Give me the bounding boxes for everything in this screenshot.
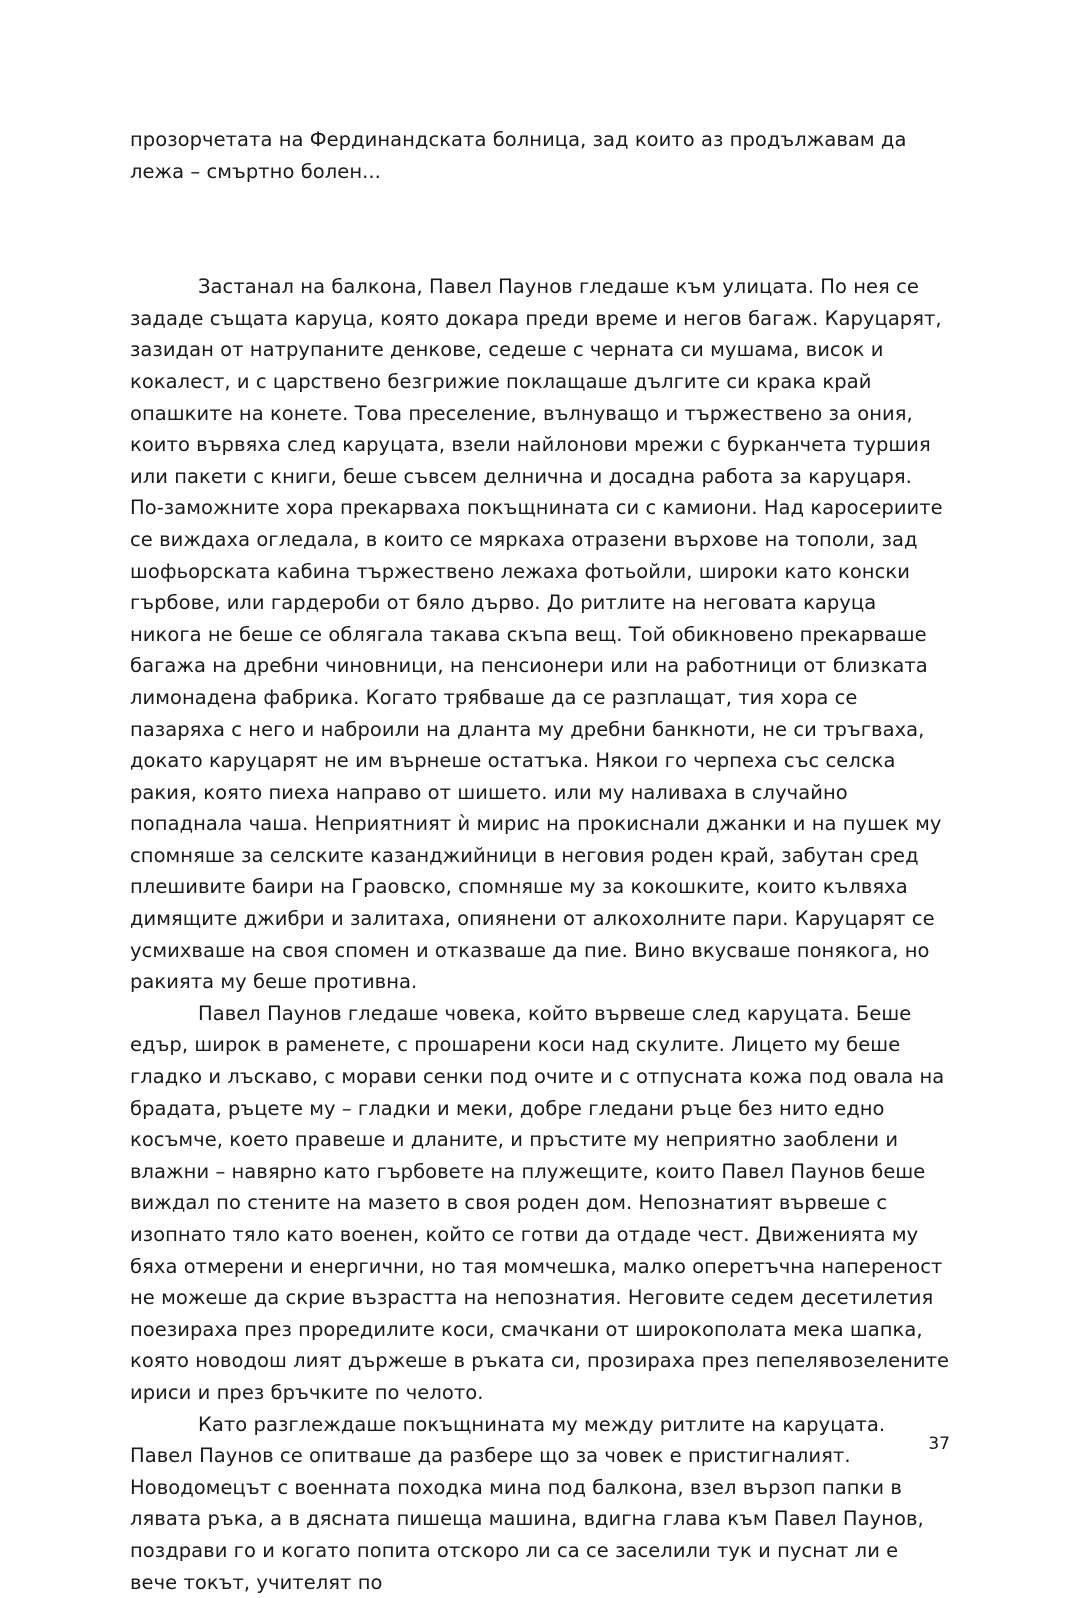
paragraph-1: Застанал на балкона, Павел Паунов гледаше към улицата. По нея се зададе същата каруца, която докара преди време и негов багаж. Каруцарят, зазидан от натрупаните денкове, седеше с черната си мушама, висок и кокалест, и с царствено безгрижие поклащаше дългите си крака край опашките на конете. Това преселение, вълнуващо и тържествено за ония, които вървяха след каруцата, взели найлонови мрежи с бурканчета туршия или пакети с книги, беше съвсем делнична и досадна работа за каруцаря. По-заможните хора прекарваха покъщнината си с камиони. Над каросериите се виждаха огледала, в които се мяркаха отразени върхове на тополи, зад шофьорската кабина тържествено лежаха фотьойли, широки като конски гърбове, или гардероби от бяло дърво. До ритлите на неговата каруца никога не беше се облягала такава скъпа вещ. Той обикновено прекарваше багажа на дребни чиновници, на пенсионери или на работници от близката лимонадена фабрика. Когато трябваше да се разплащат, тия хора се пазаряха с него и наброили на дланта му дребни банкноти, не си тръгваха, докато каруцарят не им върнеше остатъка. Някои го черпеха със селска ракия, която пиеха направо от шишето. или му наливаха в случайно попаднала чаша. Неприятният ѝ мирис на прокиснали джанки и на пушек му спомняше за селските казанджийници в неговия роден край, забутан сред плешивите баири на Граовско, спомняше му за кокошките, които кълвяха димящите джибри и залитаха, опиянени от алкохолните пари. Каруцарят се усмихваше на своя спомен и отказваше да пие. Вино вкусваше понякога, но ракията му беше противна. — [130, 275, 943, 994]
paragraph-continuation: прозорчетата на Фердинандската болница, зад които аз продължавам да лежа – смъртно болен... — [130, 128, 907, 183]
page-body — [130, 124, 950, 1598]
paragraph-2: Павел Паунов гледаше човека, който вървеше след каруцата. Беше едър, широк в раменете, с прошарени коси над скулите. Лицето му беше гладко и лъскаво, с морави сенки под очите и с отпусната кожа под овала на брадата, ръцете му – гладки и меки, добре гледани ръце без нито едно косъмче, което правеше и дланите, и пръстите му неприятно заоблени и влажни – навярно като гърбовете на плужещите, които Павел Паунов беше виждал по стените на мазето в своя роден дом. Непознатият вървеше с изопнато тяло като военен, който се готви да отдаде чест. Движенията му бяха отмерени и енергични, но тая момчешка, малко оперетъчна напереност не можеше да скрие възрастта на непознатия. Неговите седем десетилетия поезираха през проредилите коси, смачкани от широкополата мека шапка, която новодош лият държеше в ръката си, прозираха през пепелявозелените ириси и през бръчките по челото. — [130, 1001, 950, 1404]
paragraph-spacer — [130, 187, 950, 271]
page-number: 37 — [928, 1434, 950, 1454]
paragraph-3: Като разглеждаше покъщнината му между ритлите на каруцата. Павел Паунов се опитваше да разбере що за човек е пристигналият. Новодомецът с военната походка мина под балкона, взел вързоп папки в лявата ръка, а в дясната пишеща машина, вдигна глава към Павел Паунов, поздрави го и когато попита отскоро ли са се заселили тук и пуснат ли е вече токът, учителят по — [130, 1412, 924, 1594]
